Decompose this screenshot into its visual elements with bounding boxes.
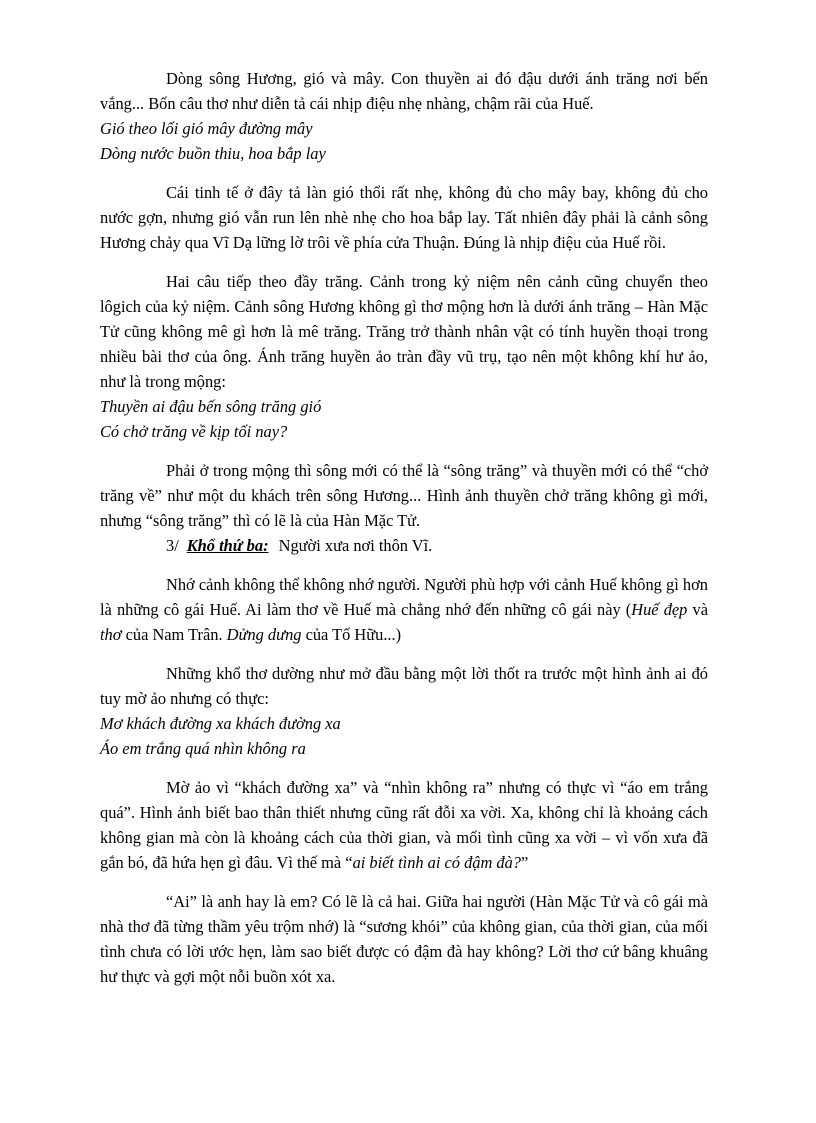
italic-title-tho: thơ [100, 625, 122, 644]
paragraph-moon-analysis: Hai câu tiếp theo đầy trăng. Cảnh trong kỷ niệm nên cảnh cũng chuyển theo lôgich của kỷ niệm. Cảnh sông Hương không gì thơ mộng hơn là dưới ánh trăng – Hàn Mặc Tử cũng không mê gì hơn là mê trăng. Trăng trở thành nhân vật có tính huyền thoại trong nhiều bài thơ của ông. Ánh trăng huyền ảo tràn đầy vũ trụ, tạo nên một không khí hư ảo, như là trong mộng: [100, 272, 708, 391]
section-heading [100, 533, 708, 558]
text-run: Mờ ảo vì “khách đường xa” và “nhìn không ra” nhưng có thực vì “áo em trắng quá”. Hình ảnh biết bao thân thiết nhưng cũng rất đỗi xa vời. Xa, không chỉ là khoảng cách không gian mà còn là khoảng cách của thời gian, và mối tình cũng xa vời – vì vốn xưa đã gắn bó, đã hứa hẹn gì đâu. Vì thế mà “ [100, 778, 708, 872]
text-run: của Tố Hữu...) [301, 625, 402, 644]
paragraph-wind-analysis: Cái tinh tế ở đây tả làn gió thổi rất nhẹ, không đủ cho mây bay, không đủ cho nước gợn, nhưng gió vẫn run lên nhè nhẹ cho hoa bắp lay. Tất nhiên đây phải là cảnh sông Hương chảy qua Vĩ Dạ lững lờ trôi về phía cửa Thuận. Đúng là nhịp điệu của Huế rồi. [100, 183, 708, 252]
text-run: ” [521, 853, 529, 872]
paragraph-intro: Dòng sông Hương, gió và mây. Con thuyền ai đó đậu dưới ánh trăng nơi bến vắng... Bốn câu thơ như diễn tả cái nhịp điệu nhẹ nhàng, chậm rãi của Huế. [100, 69, 708, 113]
paragraph-hue-girls [100, 572, 708, 647]
text-run: Nhớ cảnh không thể không nhớ người. Người phù hợp với cảnh Huế không gì hơn là những cô gái Huế. Ai làm thơ về Huế mà chẳng nhớ đến những cô gái này ( [100, 575, 708, 619]
paragraph-distance-analysis [100, 775, 708, 875]
verse-line-1: Gió theo lối gió mây đường mây [100, 119, 313, 138]
verse-line-2: Dòng nước buồn thiu, hoa bắp lay [100, 144, 326, 163]
italic-title-dung-dung: Dửng dưng [226, 625, 302, 644]
verse-line-5: Mơ khách đường xa khách đường xa [100, 714, 341, 733]
italic-quote: ai biết tình ai có đậm đà? [352, 853, 522, 872]
paragraph-conclusion: “Ai” là anh hay là em? Có lẽ là cả hai. Giữa hai người (Hàn Mặc Tử và cô gái mà nhà thơ đã từng thầm yêu trộm nhớ) là “sương khói” của không gian, của thời gian, của mối tình chưa có lời ước hẹn, làm sao biết được có đậm đà hay không? Lời thơ cứ bâng khuâng hư thực và gợi một nỗi buồn xót xa. [100, 892, 708, 986]
italic-title-hue-dep: Huế đẹp [631, 600, 688, 619]
section-title: Người xưa nơi thôn Vĩ. [278, 536, 433, 555]
section-label: Khổ thứ ba: [186, 536, 269, 555]
verse-line-4: Có chở trăng về kịp tối nay? [100, 422, 288, 441]
text-run: và [687, 600, 708, 619]
verse-line-3: Thuyền ai đậu bến sông trăng gió [100, 397, 322, 416]
paragraph-dream-analysis: Phải ở trong mộng thì sông mới có thể là “sông trăng” và thuyền mới có thể “chở trăng về” như một du khách trên sông Hương... Hình ảnh thuyền chở trăng không gì mới, nhưng “sông trăng” thì có lẽ là của Hàn Mặc Tử. [100, 461, 708, 530]
verse-line-6: Áo em trắng quá nhìn không ra [100, 739, 306, 758]
section-number: 3/ [166, 536, 179, 555]
text-run: của Nam Trân. [121, 625, 227, 644]
paragraph-opening-verse: Những khổ thơ dường như mở đầu bằng một lời thốt ra trước một hình ảnh ai đó tuy mờ ảo nhưng có thực: [100, 664, 708, 708]
